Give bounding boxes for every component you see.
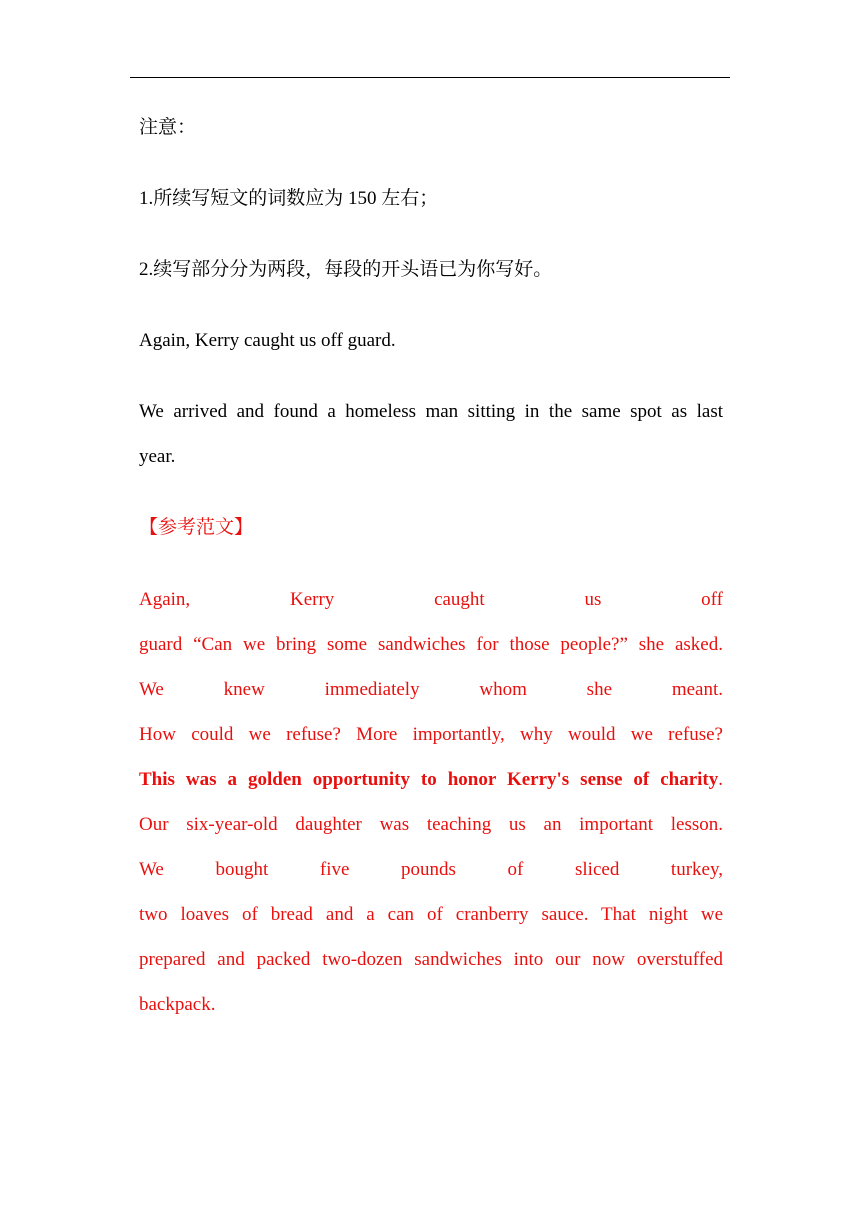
sample-line: guard “Can we bring some sandwiches for those people?” she asked.	[139, 634, 723, 655]
sample-line: prepared and packed two-dozen sandwiches into our now overstuffed	[139, 949, 723, 970]
notes-heading: 注意：	[139, 117, 197, 138]
header-rule	[130, 77, 730, 78]
sample-highlight-period: .	[718, 769, 723, 790]
note-item-word-count: 1.所续写短文的词数应为 150 左右；	[139, 188, 439, 209]
sample-line-highlight	[139, 768, 723, 792]
note-item-paragraphs: 2.续写部分分为两段，每段的开头语已为你写好。	[139, 259, 553, 280]
sample-line: We knew immediately whom she meant.	[139, 679, 723, 700]
sample-line: How could we refuse? More importantly, why would we refuse?	[139, 724, 723, 745]
sample-line: two loaves of bread and a can of cranberry sauce. That night we	[139, 904, 723, 925]
sample-heading: 【参考范文】	[139, 517, 254, 538]
opener-paragraph-2-line-1: We arrived and found a homeless man sitting in the same spot as last	[139, 401, 723, 422]
sample-line: backpack.	[139, 994, 216, 1015]
opener-paragraph-1: Again, Kerry caught us off guard.	[139, 330, 396, 351]
sample-line: Again, Kerry caught us off	[139, 589, 723, 610]
opener-paragraph-2-line-2: year.	[139, 446, 176, 467]
sample-highlight-sentence: This was a golden opportunity to honor Kerry's sense of charity	[139, 769, 719, 790]
sample-line: Our six-year-old daughter was teaching us an important lesson.	[139, 814, 723, 835]
sample-line: We bought five pounds of sliced turkey,	[139, 859, 723, 880]
